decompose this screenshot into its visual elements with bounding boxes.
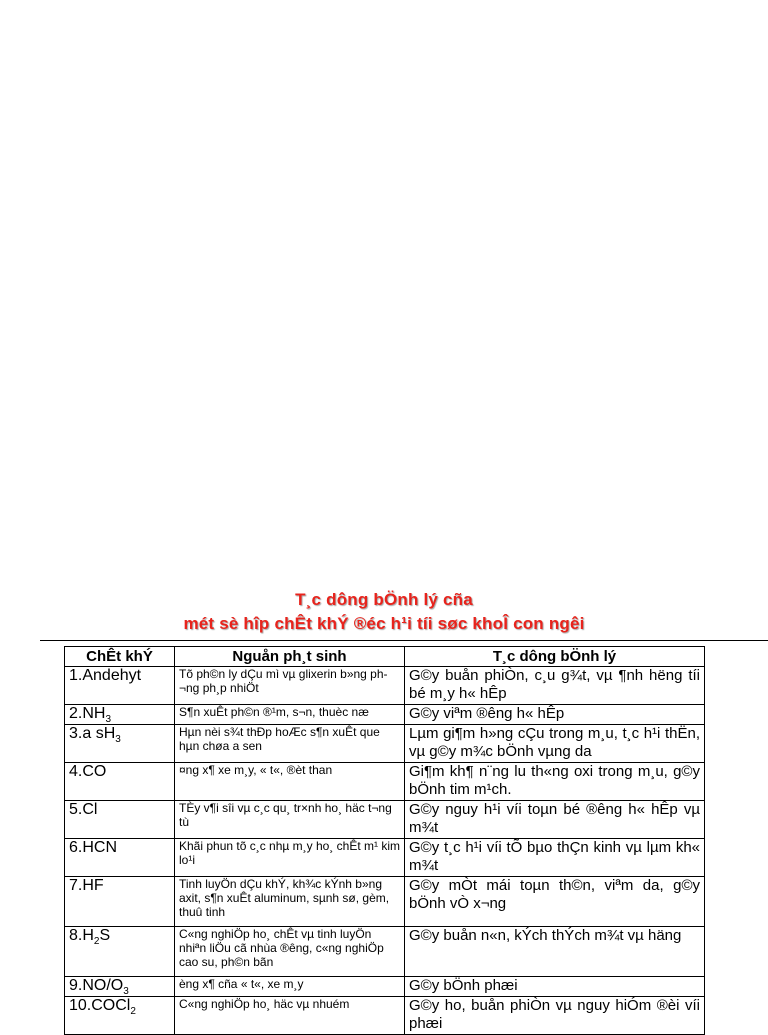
cell-effect: G©y buån phiÒn, c¸u g¾t, vµ ¶nh hëng tíi bé m¸y h« hÊp — [405, 667, 705, 705]
cell-gas — [65, 977, 175, 997]
table-row — [65, 763, 705, 801]
cell-source: Khãi phun tõ c¸c nhµ m¸y ho¸ chÊt m¹ kim lo¹i — [175, 839, 405, 877]
gas-name: 6.HCN — [69, 839, 118, 856]
cell-source: C«ng nghiÖp ho¸ chÊt vµ tinh luyÖn nhiªn liÖu cã nhùa ®êng, c«ng nghiÖp cao su, ph©n bãn — [175, 927, 405, 977]
cell-effect: G©y ho, buån phiÒn vµ nguy hiÓm ®èi víi phæi — [405, 997, 705, 1035]
header-effect: T¸c dông bÖnh lý — [405, 647, 705, 667]
table-row — [65, 725, 705, 763]
cell-effect: Lµm gi¶m h»ng cÇu trong m¸u, t¸c h¹i thËn, vµ g©y m¾c bÖnh vµng da — [405, 725, 705, 763]
cell-source: èng x¶ cña « t«, xe m¸y — [175, 977, 405, 997]
cell-effect: G©y buån n«n, kÝch thÝch m¾t vµ häng — [405, 927, 705, 977]
cell-gas — [65, 763, 175, 801]
table-header-row — [65, 647, 705, 667]
header-source: Nguån ph¸t sinh — [175, 647, 405, 667]
table-row — [65, 705, 705, 725]
gas-subscript: 2 — [93, 936, 100, 948]
heading-line-2: mét sè hîp chÊt khÝ ®éc h¹i tíi søc khoÎ con ngêi — [183, 614, 585, 633]
cell-effect: G©y mÒt mái toµn th©n, viªm da, g©y bÖnh vÒ x¬ng — [405, 877, 705, 927]
cell-source: S¶n xuÊt ph©n ®¹m, s¬n, thuèc næ — [175, 705, 405, 725]
gas-name: 9.NO/O — [69, 977, 124, 994]
gas-name: 1.Andehyt — [69, 667, 142, 684]
gas-name: 3.a sH — [69, 725, 116, 742]
gas-subscript: 3 — [123, 986, 129, 997]
gas-suffix: S — [99, 927, 111, 944]
table-row — [65, 801, 705, 839]
gas-subscript: 2 — [130, 1006, 136, 1018]
table-row — [65, 877, 705, 927]
table-row — [65, 839, 705, 877]
cell-gas — [65, 927, 175, 977]
gas-name: 7.HF — [69, 877, 104, 894]
table-row — [65, 977, 705, 997]
cell-effect: G©y viªm ®êng h« hÊp — [405, 705, 705, 725]
cell-source: TÈy v¶i sîi vµ c¸c qu¸ tr×nh ho¸ häc t¬ng tù — [175, 801, 405, 839]
cell-source: Tõ ph©n ly dÇu mì vµ glixerin b»ng ph¬ng ph¸p nhiÖt — [175, 667, 405, 705]
cell-gas — [65, 725, 175, 763]
gas-subscript: 3 — [105, 714, 112, 725]
cell-source: Hµn nèi s¾t thÐp hoÆc s¶n xuÊt que hµn chøa a sen — [175, 725, 405, 763]
gas-name: 4.CO — [69, 763, 107, 780]
cell-source: C«ng nghiÖp ho¸ häc vµ nhuém — [175, 997, 405, 1035]
cell-gas — [65, 801, 175, 839]
cell-effect: G©y t¸c h¹i víi tÕ bµo thÇn kinh vµ lµm kh« m¾t — [405, 839, 705, 877]
table-row — [65, 927, 705, 977]
cell-gas — [65, 839, 175, 877]
cell-effect: G©y nguy h¹i víi toµn bé ®êng h« hÊp vµ m¾t — [405, 801, 705, 839]
cell-gas — [65, 705, 175, 725]
gas-subscript: 3 — [115, 734, 121, 746]
cell-source: Tinh luyÖn dÇu khÝ, kh¾c kÝnh b»ng axit, s¶n xuÊt aluminum, sµnh sø, gèm, thuû tinh — [175, 877, 405, 927]
cell-gas — [65, 877, 175, 927]
cell-effect: Gi¶m kh¶ n¨ng lu th«ng oxi trong m¸u, g©y bÖnh tim m¹ch. — [405, 763, 705, 801]
heading-line-1: T¸c dông bÖnh lý cña — [295, 590, 473, 609]
horizontal-rule — [40, 640, 768, 641]
cell-gas — [65, 997, 175, 1035]
cell-effect: G©y bÖnh phæi — [405, 977, 705, 997]
table-row — [65, 667, 705, 705]
table-row — [65, 997, 705, 1035]
gas-effects-table — [64, 646, 705, 1035]
header-gas: ChÊt khÝ — [65, 647, 175, 667]
cell-source: ¤ng x¶ xe m¸y, « t«, ®èt than — [175, 763, 405, 801]
gas-name: 5.Cl — [69, 801, 98, 818]
gas-name: 2.NH — [69, 705, 106, 722]
cell-gas — [65, 667, 175, 705]
gas-name: 8.H — [69, 927, 94, 944]
gas-name: 10.COCl — [69, 997, 131, 1014]
